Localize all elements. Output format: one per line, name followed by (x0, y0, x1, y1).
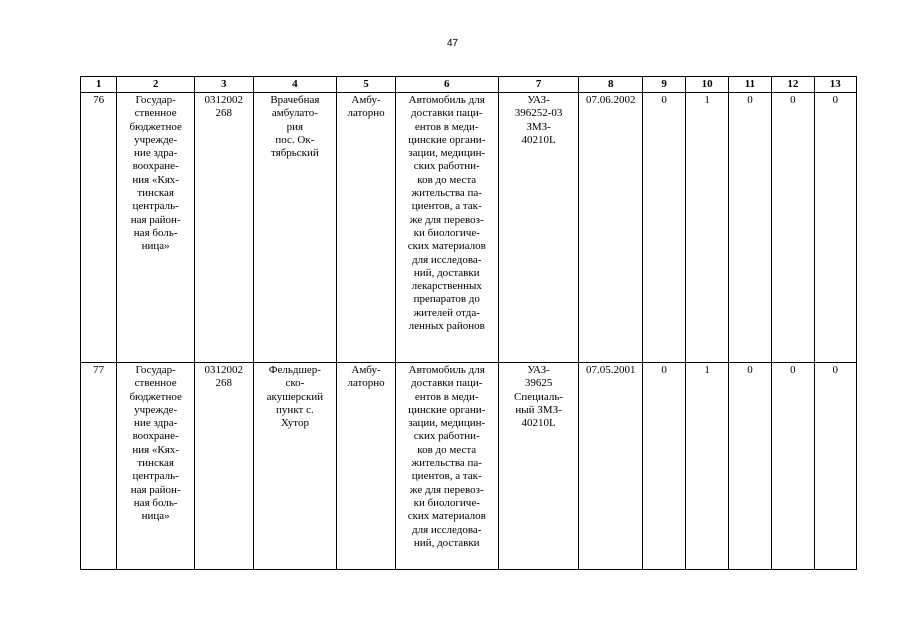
cell-line: ленных районов (408, 320, 485, 333)
type-cell (337, 363, 396, 570)
cell-line: Государ- (135, 364, 176, 376)
value-cell: 0 (642, 363, 685, 570)
page-number: 47 (446, 38, 459, 49)
value-cell: 1 (686, 93, 728, 363)
cell-line: жительства па- (411, 457, 482, 470)
organization-cell (117, 363, 195, 570)
column-header: 10 (686, 77, 728, 93)
cell-line: воохране- (132, 160, 179, 173)
cell-line: ный ЗМЗ- (515, 403, 562, 416)
data-table (80, 76, 857, 570)
cell-line: ная боль- (133, 496, 178, 509)
cell-line: централь- (132, 200, 179, 213)
cell-line: ние здра- (134, 417, 178, 430)
cell-line: тябрьский (270, 147, 319, 160)
column-header: 5 (337, 77, 396, 93)
unit-cell (253, 93, 337, 363)
cell-line: ственное (134, 107, 177, 120)
cell-line: для исследова- (412, 523, 482, 536)
cell-line: учрежде- (134, 403, 178, 416)
column-header: 9 (642, 77, 685, 93)
code-cell (195, 363, 254, 570)
code-cell (195, 93, 254, 363)
column-header: 13 (814, 77, 856, 93)
cell-line: Специаль- (514, 390, 564, 403)
column-header: 11 (728, 77, 771, 93)
cell-line: 39625 (524, 377, 553, 390)
cell-line: 0312002 (204, 94, 243, 106)
cell-line: же для перевоз- (409, 483, 484, 496)
cell-line: Автомобиль для (408, 364, 485, 376)
value-cell: 1 (686, 363, 728, 570)
cell-line: зации, медицин- (408, 417, 486, 430)
cell-line: ентов в меди- (414, 390, 479, 403)
cell-line: жителей отда- (413, 306, 480, 319)
column-header: 6 (395, 77, 498, 93)
column-header: 1 (81, 77, 117, 93)
cell-line: ки биологиче- (413, 496, 480, 509)
cell-line: ентов в меди- (414, 120, 479, 133)
cell-line: ний, доставки (413, 266, 480, 279)
cell-line: бюджетное (129, 120, 182, 133)
vehicle-model-cell (498, 93, 579, 363)
cell-line: латорно (347, 377, 385, 390)
cell-line: латорно (347, 107, 385, 120)
vehicle-model-cell (498, 363, 579, 570)
cell-line: ки биологиче- (413, 226, 480, 239)
cell-line: ния «Кях- (132, 173, 179, 186)
value-cell: 0 (728, 93, 771, 363)
cell-line: Автомобиль для (408, 94, 485, 106)
cell-line: 40210L (521, 133, 556, 146)
cell-line: рия (286, 120, 304, 133)
cell-line: ских работни- (413, 160, 480, 173)
row-number: 76 (81, 93, 117, 363)
type-cell (337, 93, 396, 363)
cell-line: Амбу- (351, 364, 381, 376)
table-row (81, 93, 857, 363)
cell-line: зации, медицин- (408, 147, 486, 160)
cell-line: Хутор (280, 417, 309, 430)
cell-line: УАЗ- (527, 364, 550, 376)
purpose-cell (395, 93, 498, 363)
cell-line: учрежде- (134, 133, 178, 146)
column-header: 3 (195, 77, 254, 93)
cell-line: ско- (285, 377, 305, 390)
cell-line: ЗМЗ- (526, 120, 551, 133)
cell-line: централь- (132, 470, 179, 483)
cell-line: препаратов до (413, 293, 480, 306)
cell-line: 396252-03 (514, 107, 563, 120)
cell-line: для исследова- (412, 253, 482, 266)
cell-line: ских материалов (407, 240, 486, 253)
value-cell: 0 (772, 363, 814, 570)
cell-line: ний, доставки (413, 536, 480, 549)
column-header: 7 (498, 77, 579, 93)
cell-line: тинская (137, 187, 174, 200)
cell-line: Государ- (135, 94, 176, 106)
table-row (81, 363, 857, 570)
cell-line: лекарственных (411, 280, 482, 293)
cell-line: 40210L (521, 417, 556, 430)
value-cell: 0 (814, 93, 856, 363)
cell-line: Врачебная (270, 94, 320, 106)
cell-line: 268 (215, 377, 232, 390)
cell-line: амбулато- (271, 107, 318, 120)
cell-line: акушерский (266, 390, 324, 403)
column-header: 12 (772, 77, 814, 93)
cell-line: пос. Ок- (275, 133, 315, 146)
cell-line: Фельдшер- (268, 364, 321, 376)
date-cell: 07.05.2001 (579, 363, 643, 570)
date-cell: 07.06.2002 (579, 93, 643, 363)
cell-line: 268 (215, 107, 232, 120)
value-cell: 0 (814, 363, 856, 570)
cell-line: УАЗ- (527, 94, 550, 106)
cell-line: тинская (137, 457, 174, 470)
cell-line: ков до места (417, 173, 477, 186)
cell-line: воохране- (132, 430, 179, 443)
cell-line: ная район- (130, 213, 181, 226)
value-cell: 0 (642, 93, 685, 363)
cell-line: ских работни- (413, 430, 480, 443)
value-cell: 0 (728, 363, 771, 570)
cell-line: Амбу- (351, 94, 381, 106)
cell-line: циентов, а так- (411, 200, 482, 213)
cell-line: цинские органи- (408, 133, 486, 146)
unit-cell (253, 363, 337, 570)
purpose-cell (395, 363, 498, 570)
cell-line: ная боль- (133, 226, 178, 239)
cell-line: бюджетное (129, 390, 182, 403)
value-cell: 0 (772, 93, 814, 363)
cell-line: ная район- (130, 483, 181, 496)
cell-line: пункт с. (276, 403, 314, 416)
cell-line: ница» (141, 240, 170, 253)
cell-line: доставки паци- (411, 107, 483, 120)
cell-line: 0312002 (204, 364, 243, 376)
cell-line: цинские органи- (408, 403, 486, 416)
cell-line: ственное (134, 377, 177, 390)
column-header: 2 (117, 77, 195, 93)
column-header: 8 (579, 77, 643, 93)
cell-line: ние здра- (134, 147, 178, 160)
cell-line: же для перевоз- (409, 213, 484, 226)
cell-line: доставки паци- (411, 377, 483, 390)
column-header: 4 (253, 77, 337, 93)
cell-line: ница» (141, 510, 170, 523)
cell-line: ков до места (417, 443, 477, 456)
organization-cell (117, 93, 195, 363)
cell-line: ских материалов (407, 510, 486, 523)
header-row (81, 77, 857, 93)
row-number: 77 (81, 363, 117, 570)
cell-line: ния «Кях- (132, 443, 179, 456)
cell-line: циентов, а так- (411, 470, 482, 483)
cell-line: жительства па- (411, 187, 482, 200)
